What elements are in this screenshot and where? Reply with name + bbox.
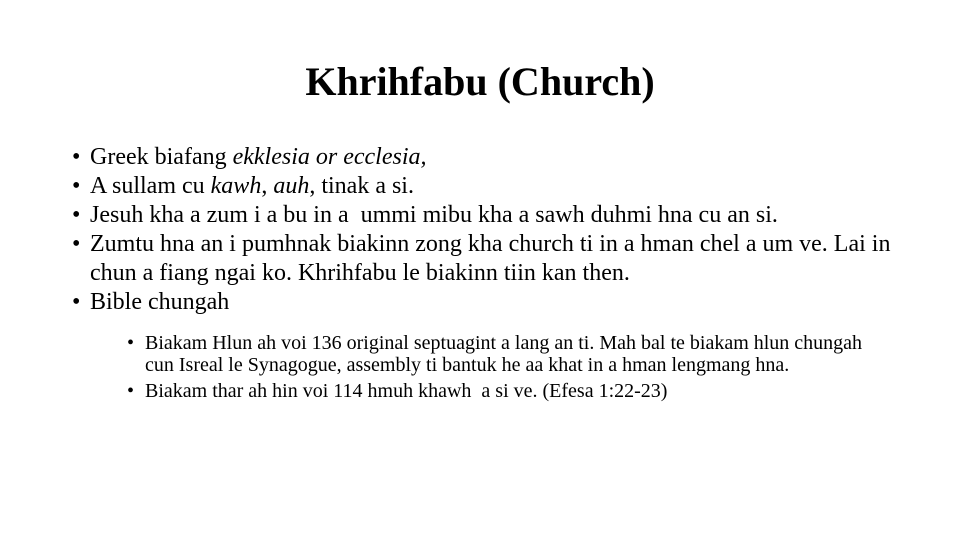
slide-title: Khrihfabu (Church) (305, 59, 655, 104)
bullet-icon: • (72, 231, 81, 257)
bullet-item (72, 201, 912, 230)
bullet-icon: • (127, 380, 135, 402)
bullet-text (90, 288, 912, 317)
bullet-icon: • (72, 173, 81, 199)
sub-bullet-list (127, 332, 867, 402)
bullet-item (72, 230, 912, 288)
text-run: Jesuh kha a zum i a bu in a ummi mibu kha a sawh duhmi hna cu an si. (90, 202, 778, 228)
bullet-icon: • (72, 144, 81, 170)
bullet-icon: • (72, 202, 81, 228)
text-run: A sullam cu (90, 173, 211, 199)
bullet-text (90, 201, 912, 230)
italic-text-run: auh (273, 173, 310, 199)
bullet-text (90, 172, 912, 201)
italic-text-run: kawh (210, 173, 262, 199)
sub-bullet-item (127, 380, 867, 402)
bullet-item (72, 288, 912, 402)
bullet-text (90, 143, 912, 172)
bullet-item (72, 172, 912, 201)
text-run: , (261, 173, 274, 199)
bullet-item (72, 143, 912, 172)
sub-bullet-text: Biakam thar ah hin voi 114 hmuh khawh a si ve. (Efesa 1:22-23) (145, 380, 668, 402)
sub-bullet-item (127, 332, 867, 376)
bullet-icon: • (127, 332, 135, 354)
sub-bullet-text: Biakam Hlun ah voi 136 original septuagint a lang an ti. Mah bal te biakam hlun chungah cun Isreal le Synagogue, assembly ti bantuk he aa khat in a hman lengmang hna. (145, 332, 863, 376)
text-run: Bible chungah (90, 289, 230, 315)
text-run: Greek biafang (90, 144, 233, 170)
bullet-text (90, 230, 912, 288)
text-run: , tinak a si. (309, 173, 414, 199)
italic-text-run: ekklesia or ecclesia, (232, 144, 427, 170)
bullet-list (72, 143, 912, 406)
text-run: Zumtu hna an i pumhnak biakinn zong kha church ti in a hman chel a um ve. Lai in chun a fiang ngai ko. Khrihfabu le biakinn tiin kan then. (90, 231, 891, 286)
bullet-icon: • (72, 289, 81, 315)
